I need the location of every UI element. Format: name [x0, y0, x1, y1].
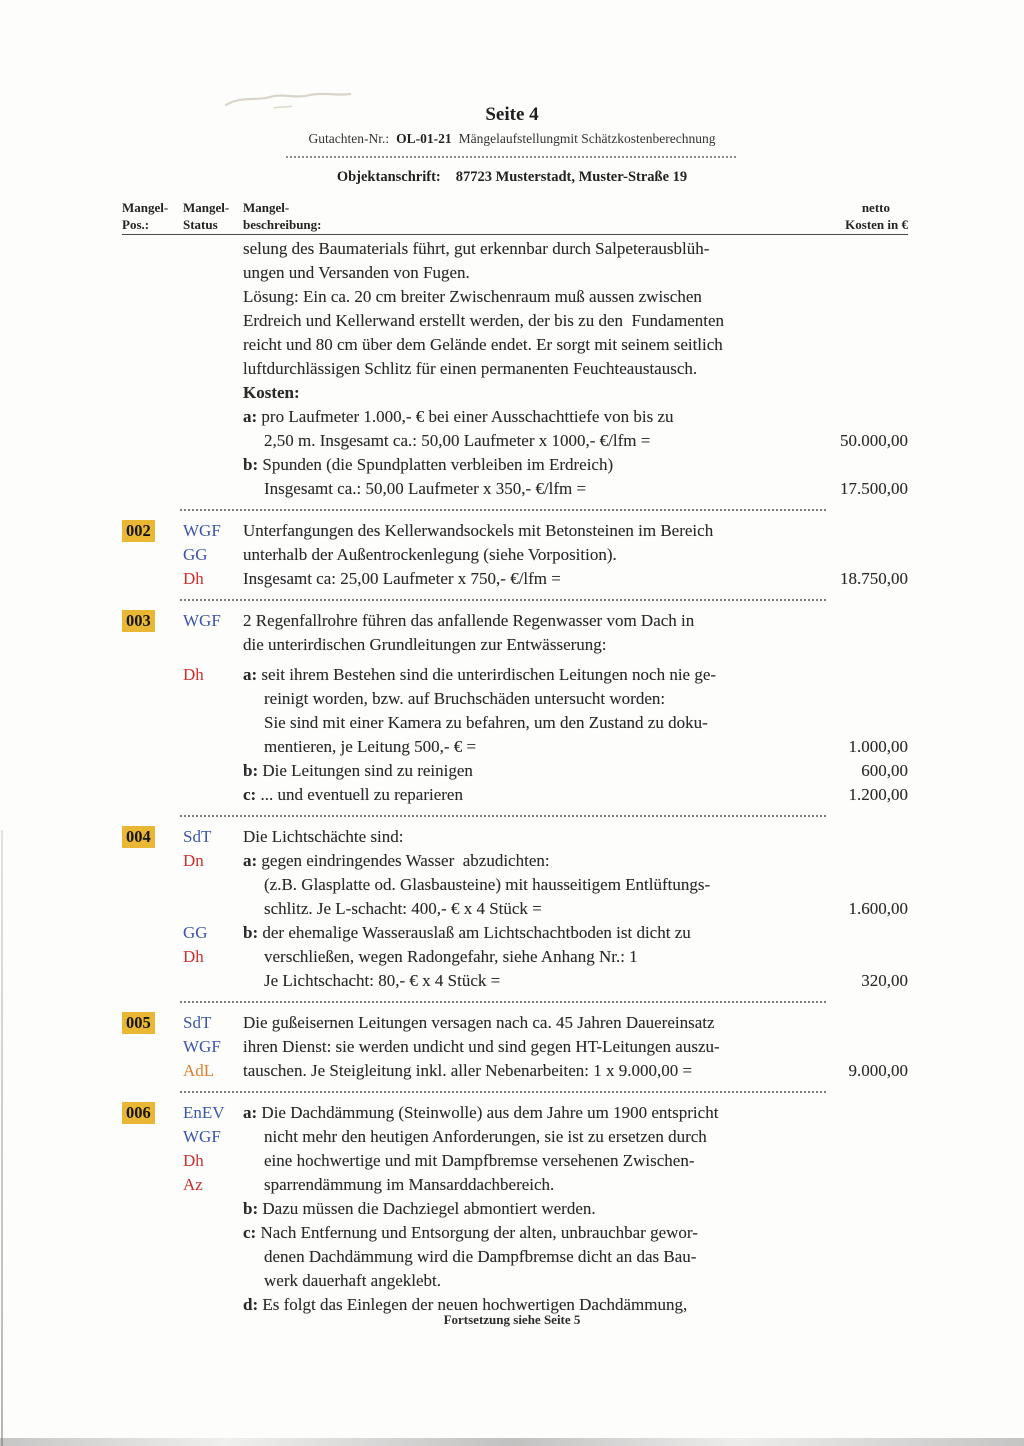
cost-value: 600,00: [861, 761, 908, 780]
pos-cell: [122, 567, 183, 591]
description-text: verschließen, wegen Radongefahr, siehe Anhang Nr.: 1: [264, 947, 638, 966]
description-text: Unterfangungen des Kellerwandsockels mit Betonsteinen im Bereich: [243, 521, 714, 540]
status-code: AdL: [183, 1061, 215, 1080]
cost-value: [802, 1125, 908, 1149]
description-text: nicht mehr den heutigen Anforderungen, sie ist zu ersetzen durch: [264, 1127, 707, 1146]
defect-item: [122, 519, 908, 591]
defect-line: [122, 309, 908, 333]
defect-line: [122, 543, 908, 567]
status-code: [183, 759, 243, 783]
description-text: tauschen. Je Steigleitung inkl. aller Nebenarbeiten: 1 x 9.000,00 =: [243, 1061, 693, 1080]
pos-cell: [122, 333, 183, 357]
status-code: WGF: [183, 1127, 221, 1146]
description-text: werk dauerhaft angeklebt.: [264, 1271, 441, 1290]
line-prefix: c:: [243, 785, 261, 804]
line-prefix: b:: [243, 923, 263, 942]
defect-line: [122, 783, 908, 807]
status-code: [183, 1269, 243, 1293]
description-text: mentieren, je Leitung 500,- € =: [264, 737, 477, 756]
line-prefix: b:: [243, 455, 263, 474]
cost-value: [802, 825, 908, 849]
description-text: Die gußeisernen Leitungen versagen nach ca. 45 Jahren Dauereinsatz: [243, 1013, 715, 1032]
pos-cell: [122, 1269, 183, 1293]
status-code: [183, 897, 243, 921]
cost-value: [802, 285, 908, 309]
status-code: [183, 333, 243, 357]
status-code: Dh: [183, 665, 204, 684]
cost-value: [802, 237, 908, 261]
status-code: WGF: [183, 611, 221, 630]
status-code: [183, 237, 243, 261]
column-header-pos: Mangel- Pos.:: [122, 200, 169, 232]
status-code: WGF: [183, 521, 221, 540]
description-text: die unterirdischen Grundleitungen zur Entwässerung:: [243, 635, 607, 654]
defect-table: [122, 199, 908, 1317]
description-text: schlitz. Je L-schacht: 400,- € x 4 Stück =: [264, 899, 542, 918]
description-text: a: gegen eindringendes Wasser abzudichten:: [243, 851, 550, 870]
status-code: [183, 873, 243, 897]
defect-line: [122, 567, 908, 591]
status-code: SdT: [183, 827, 212, 846]
description-text: sparrendämmung im Mansarddachbereich.: [264, 1175, 555, 1194]
pos-cell: [122, 897, 183, 921]
defect-line: [122, 609, 908, 633]
defect-line: [122, 1149, 908, 1173]
description-text: eine hochwertige und mit Dampfbremse versehenen Zwischen-: [264, 1151, 695, 1170]
pos-cell: [122, 1011, 183, 1035]
cost-value: 9.000,00: [848, 1061, 908, 1080]
defect-line: [122, 1035, 908, 1059]
header-divider: [286, 156, 738, 158]
description-text: [243, 381, 802, 405]
defect-line: [122, 825, 908, 849]
status-code: [183, 285, 243, 309]
status-code: [183, 429, 243, 453]
pos-cell: [122, 1245, 183, 1269]
defect-pos-badge: 003: [122, 610, 155, 632]
pos-cell: [122, 783, 183, 807]
defect-pos-badge: 005: [122, 1012, 155, 1034]
description-text: a: Die Dachdämmung (Steinwolle) aus dem Jahre um 1900 entspricht: [243, 1103, 719, 1122]
status-code: [183, 1245, 243, 1269]
defect-line: [122, 285, 908, 309]
description-text: (z.B. Glasplatte od. Glasbausteine) mit hausseitigem Entlüftungs-: [264, 875, 711, 894]
pos-cell: [122, 825, 183, 849]
defect-pos-badge: 006: [122, 1102, 155, 1124]
pos-cell: [122, 519, 183, 543]
defect-item: [122, 825, 908, 993]
defect-line: [122, 1173, 908, 1197]
line-prefix: b:: [243, 761, 263, 780]
cost-value: [802, 1197, 908, 1221]
status-code: [183, 405, 243, 429]
defect-line: [122, 357, 908, 381]
defect-item: [122, 1101, 908, 1317]
cost-value: [802, 1035, 908, 1059]
defect-line: [122, 381, 908, 405]
pos-cell: [122, 1173, 183, 1197]
status-code: [183, 735, 243, 759]
column-header-description: Mangel- beschreibung:: [243, 200, 322, 232]
pos-cell: [122, 405, 183, 429]
status-code: Dh: [183, 947, 204, 966]
line-prefix: a:: [243, 851, 262, 870]
status-code: Dh: [183, 1151, 204, 1170]
pos-cell: [122, 429, 183, 453]
cost-value: 1.600,00: [848, 899, 908, 918]
line-prefix: a:: [243, 665, 262, 684]
scan-edge-left-artifact: [1, 830, 3, 1446]
defect-line: [122, 429, 908, 453]
status-code: [183, 1221, 243, 1245]
cost-value: [802, 945, 908, 969]
defect-line: [122, 519, 908, 543]
status-code: [183, 453, 243, 477]
defect-line: [122, 711, 908, 735]
cost-value: [802, 921, 908, 945]
status-code: [183, 783, 243, 807]
pos-cell: [122, 381, 183, 405]
cost-value: [802, 1173, 908, 1197]
pos-cell: [122, 609, 183, 633]
address-value: 87723 Musterstadt, Muster-Straße 19: [455, 169, 688, 185]
cost-value: [802, 453, 908, 477]
defect-line: [122, 873, 908, 897]
cost-value: [802, 711, 908, 735]
cost-value: 50.000,00: [840, 431, 908, 450]
description-text: Erdreich und Kellerwand erstellt werden, der bis zu den Fundamenten: [243, 311, 725, 330]
line-prefix: a:: [243, 1103, 262, 1122]
pos-cell: [122, 663, 183, 687]
line-prefix: d:: [243, 1295, 263, 1314]
defect-line: [122, 849, 908, 873]
cost-value: [802, 1245, 908, 1269]
defect-line: [122, 663, 908, 687]
scan-edge-artifact: [0, 1438, 1024, 1446]
pos-cell: [122, 309, 183, 333]
cost-value: [802, 519, 908, 543]
defect-line: [122, 1245, 908, 1269]
pos-cell: [122, 453, 183, 477]
defect-line: [122, 633, 908, 657]
status-code: GG: [183, 545, 208, 564]
pos-cell: [122, 543, 183, 567]
description-text: ihren Dienst: sie werden undicht und sind gegen HT-Leitungen auszu-: [243, 1037, 720, 1056]
defect-pos-badge: 002: [122, 520, 155, 542]
defect-line: [122, 1269, 908, 1293]
item-separator: [180, 599, 828, 601]
pos-cell: [122, 1221, 183, 1245]
description-text: Die Lichtschächte sind:: [243, 827, 404, 846]
cost-value: [802, 1221, 908, 1245]
description-text: b: Spunden (die Spundplatten verbleiben im Erdreich): [243, 455, 614, 474]
status-code: Dn: [183, 851, 204, 870]
address-label: Objektanschrift:: [336, 169, 441, 185]
pos-cell: [122, 477, 183, 501]
cost-value: [802, 1149, 908, 1173]
pos-cell: [122, 945, 183, 969]
defect-line: [122, 687, 908, 711]
defect-line: [122, 333, 908, 357]
defect-line: [122, 1197, 908, 1221]
report-line: [0, 131, 1024, 147]
description-text: Insgesamt ca.: 50,00 Laufmeter x 350,- €/lfm =: [264, 479, 587, 498]
status-code: [183, 309, 243, 333]
column-header-status: Mangel- Status: [183, 200, 230, 232]
pos-cell: [122, 873, 183, 897]
status-code: [183, 477, 243, 501]
description-text: 2,50 m. Insgesamt ca.: 50,00 Laufmeter x 1000,- €/lfm =: [264, 431, 651, 450]
defect-item: [122, 609, 908, 807]
defect-line: [122, 261, 908, 285]
defect-table-body: [122, 237, 908, 1317]
status-code: WGF: [183, 1037, 221, 1056]
pos-cell: [122, 1101, 183, 1125]
report-number: OL-01-21: [396, 131, 452, 146]
page-number: Seite 4: [485, 104, 539, 125]
table-header: [122, 199, 908, 235]
description-text: a: seit ihrem Bestehen sind die unterirdischen Leitungen noch nie ge-: [243, 665, 717, 684]
status-code: Dh: [183, 569, 204, 588]
cost-value: [802, 261, 908, 285]
description-text: b: Die Leitungen sind zu reinigen: [243, 761, 473, 780]
pos-cell: [122, 261, 183, 285]
column-header-cost: netto Kosten in €: [845, 200, 908, 232]
defect-line: [122, 405, 908, 429]
item-separator: [180, 1001, 828, 1003]
report-label: Gutachten-Nr.:: [308, 131, 390, 146]
description-text: c: ... und eventuell zu reparieren: [243, 785, 463, 804]
pos-cell: [122, 849, 183, 873]
status-code: Az: [183, 1175, 203, 1194]
pos-cell: [122, 1059, 183, 1083]
cost-value: [802, 609, 908, 633]
cost-value: [802, 873, 908, 897]
pos-cell: [122, 1125, 183, 1149]
pos-cell: [122, 921, 183, 945]
object-address-line: [0, 169, 1024, 186]
cost-value: [802, 381, 908, 405]
pos-cell: [122, 735, 183, 759]
cost-value: 1.000,00: [848, 737, 908, 756]
cost-value: [802, 309, 908, 333]
defect-item: [122, 237, 908, 501]
status-code: SdT: [183, 1013, 212, 1032]
report-title: Mängelaufstellungmit Schätzkostenberechnung: [458, 131, 716, 146]
description-text: denen Dachdämmung wird die Dampfbremse dicht an das Bau-: [264, 1247, 697, 1266]
line-prefix: c:: [243, 1223, 261, 1242]
description-text: unterhalb der Außentrockenlegung (siehe Vorposition).: [243, 545, 617, 564]
defect-line: [122, 1011, 908, 1035]
defect-line: [122, 921, 908, 945]
defect-item: [122, 1011, 908, 1083]
line-prefix: Kosten:: [243, 383, 300, 402]
footer-note: Fortsetzung siehe Seite 5: [443, 1312, 581, 1327]
status-code: [183, 1197, 243, 1221]
description-text: 2 Regenfallrohre führen das anfallende Regenwasser vom Dach in: [243, 611, 695, 630]
cost-value: 320,00: [861, 971, 908, 990]
status-code: [183, 633, 243, 657]
cost-value: [802, 849, 908, 873]
defect-line: [122, 945, 908, 969]
defect-line: [122, 1059, 908, 1083]
item-separator: [180, 509, 828, 511]
cost-value: [802, 357, 908, 381]
line-prefix: b:: [243, 1199, 263, 1218]
pos-cell: [122, 1149, 183, 1173]
defect-line: [122, 897, 908, 921]
cost-value: 1.200,00: [848, 785, 908, 804]
item-separator: [180, 1091, 828, 1093]
defect-line: [122, 1125, 908, 1149]
description-text: d: Es folgt das Einlegen der neuen hochwertigen Dachdämmung,: [243, 1295, 688, 1314]
cost-value: [802, 1269, 908, 1293]
status-code: [183, 357, 243, 381]
pos-cell: [122, 687, 183, 711]
status-code: [183, 687, 243, 711]
pos-cell: [122, 357, 183, 381]
defect-line: [122, 237, 908, 261]
status-code: [183, 969, 243, 993]
pos-cell: [122, 285, 183, 309]
cost-value: [802, 333, 908, 357]
cost-value: [802, 1101, 908, 1125]
cost-value: [802, 633, 908, 657]
pos-cell: [122, 711, 183, 735]
defect-line: [122, 453, 908, 477]
status-code: [183, 381, 243, 405]
cost-value: [802, 687, 908, 711]
description-text: Sie sind mit einer Kamera zu befahren, um den Zustand zu doku-: [264, 713, 708, 732]
description-text: Insgesamt ca: 25,00 Laufmeter x 750,- €/lfm =: [243, 569, 561, 588]
defect-line: [122, 477, 908, 501]
status-code: [183, 261, 243, 285]
pos-cell: [122, 1197, 183, 1221]
description-text: Lösung: Ein ca. 20 cm breiter Zwischenraum muß aussen zwischen: [243, 287, 702, 306]
description-text: ungen und Versanden von Fugen.: [243, 263, 470, 282]
status-code: [183, 711, 243, 735]
line-prefix: a:: [243, 407, 262, 426]
cost-value: 18.750,00: [840, 569, 908, 588]
pos-cell: [122, 1035, 183, 1059]
cost-value: [802, 1011, 908, 1035]
status-code: GG: [183, 923, 208, 942]
pos-cell: [122, 633, 183, 657]
description-text: reinigt worden, bzw. auf Bruchschäden untersucht worden:: [264, 689, 666, 708]
description-text: luftdurchlässigen Schlitz für einen permanenten Feuchteaustausch.: [243, 359, 698, 378]
cost-value: [802, 405, 908, 429]
item-separator: [180, 815, 828, 817]
pos-cell: [122, 759, 183, 783]
cost-value: [802, 543, 908, 567]
defect-line: [122, 735, 908, 759]
description-text: c: Nach Entfernung und Entsorgung der alten, unbrauchbar gewor-: [243, 1223, 698, 1242]
description-text: b: der ehemalige Wasserauslaß am Lichtschachtboden ist dicht zu: [243, 923, 691, 942]
description-text: a: pro Laufmeter 1.000,- € bei einer Ausschachttiefe von bis zu: [243, 407, 674, 426]
pos-cell: [122, 969, 183, 993]
description-text: b: Dazu müssen die Dachziegel abmontiert werden.: [243, 1199, 596, 1218]
defect-line: [122, 969, 908, 993]
description-text: Je Lichtschacht: 80,- € x 4 Stück =: [264, 971, 501, 990]
defect-line: [122, 759, 908, 783]
status-code: EnEV: [183, 1103, 225, 1122]
defect-line: [122, 1221, 908, 1245]
defect-line: [122, 1101, 908, 1125]
cost-value: [802, 663, 908, 687]
defect-pos-badge: 004: [122, 826, 155, 848]
description-text: reicht und 80 cm über dem Gelände endet. Er sorgt mit seinem seitlich: [243, 335, 723, 354]
pos-cell: [122, 237, 183, 261]
cost-value: 17.500,00: [840, 479, 908, 498]
description-text: selung des Baumaterials führt, gut erkennbar durch Salpeterausblüh-: [243, 239, 710, 258]
